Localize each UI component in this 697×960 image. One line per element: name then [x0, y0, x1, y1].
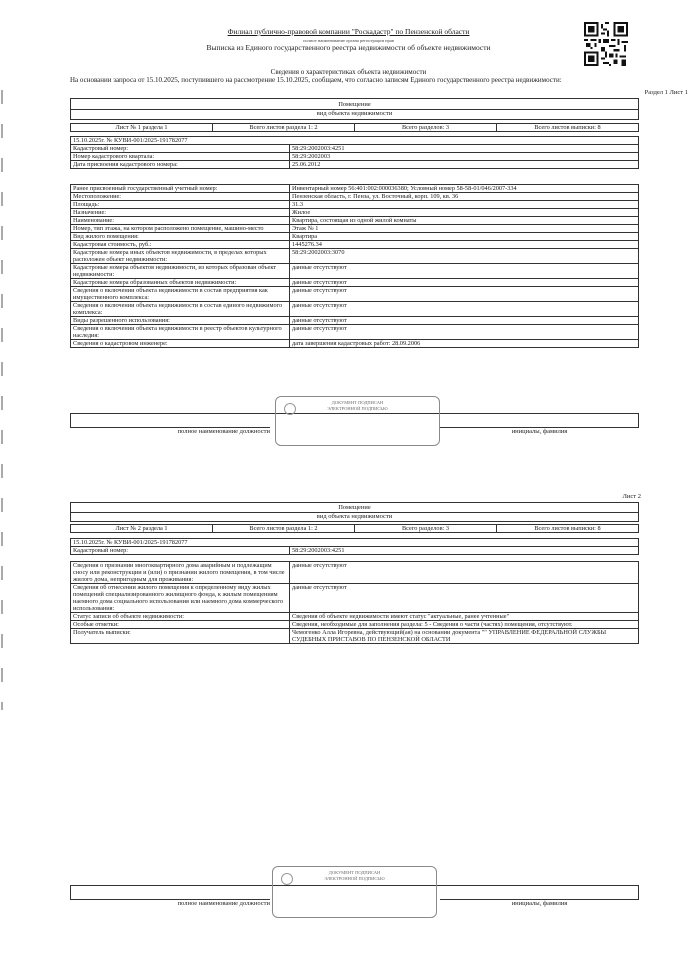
table-row: [71, 584, 639, 613]
row-label: Ранее присвоенный государственный учетный номер:: [71, 185, 290, 193]
sheet1-object-type-box: [70, 98, 639, 120]
row-value: 25.06.2012: [290, 161, 639, 169]
row-value: 58:29:2002003:3070: [290, 249, 639, 264]
row-value: Сведения, необходимые для заполнения раздела: 5 - Сведения о части (частях) помещения, отсутствуют.: [290, 621, 639, 629]
sheet1-object-type: Помещение: [71, 101, 638, 110]
org-caption: полное наименование органа регистрации прав: [303, 38, 394, 43]
table-row: [71, 233, 639, 241]
table-row: [71, 613, 639, 621]
sheet1-total-sheets: Всего листов выписки: 8: [497, 124, 639, 132]
row-value: данные отсутствуют: [290, 325, 639, 340]
row-value: данные отсутствуют: [290, 264, 639, 279]
sheet1-sign-position: полное наименование должности: [70, 427, 270, 435]
row-label: Кадастровая стоимость, руб.:: [71, 241, 290, 249]
row-value: Этаж № 1: [290, 225, 639, 233]
document-title: Выписка из Единого государственного реестра недвижимости об объекте недвижимости: [206, 43, 491, 52]
row-value: данные отсутствуют: [290, 279, 639, 287]
sheet2-total-sheets-section: Всего листов раздела 1: 2: [213, 525, 355, 533]
row-label: Номер, тип этажа, на котором расположено помещение, машино-место: [71, 225, 290, 233]
row-value: данные отсутствуют: [290, 287, 639, 302]
scan-margin-marks: [1, 90, 3, 710]
table-row: [71, 249, 639, 264]
stamp-subtitle: ЭЛЕКТРОННОЙ ПОДПИСЬЮ: [327, 405, 388, 411]
row-value: дата завершения кадастровых работ: 28.09.2006: [290, 340, 639, 348]
row-label: Площадь:: [71, 201, 290, 209]
qr-code-icon: [584, 22, 628, 66]
sheet2-object-type-caption: вид объекта недвижимости: [316, 513, 393, 520]
sheet1-page-label: Раздел 1 Лист 1: [644, 89, 688, 96]
sheet2-sign-position: полное наименование должности: [70, 899, 270, 907]
sheet2-doc-table: [70, 538, 639, 555]
row-label: Местоположение:: [71, 193, 290, 201]
row-value: данные отсутствуют: [290, 302, 639, 317]
sheet2-total-sections: Всего разделов: 3: [355, 525, 497, 533]
sheet2-object-type-box: [70, 502, 639, 522]
row-label: Сведения о включении объекта недвижимости в реестр объектов культурного наследия:: [71, 325, 290, 340]
row-label: Получатель выписки:: [71, 629, 290, 644]
stamp-title: ДОКУМЕНТ ПОДПИСАН: [328, 870, 381, 875]
stamp-subtitle: ЭЛЕКТРОННОЙ ПОДПИСЬЮ: [324, 875, 385, 881]
row-label: Сведения о включении объекта недвижимости в состав предприятия как имущественного комплекса:: [71, 287, 290, 302]
table-row: [71, 629, 639, 644]
sheet2-page-label: Лист 2: [622, 493, 641, 500]
sheet2-summary-table: [70, 524, 639, 533]
row-value: Квартира, состоящая из одной жилой комнаты: [290, 217, 639, 225]
table-row: [71, 209, 639, 217]
request-basis: На основании запроса от 15.10.2025, поступившего на рассмотрение 15.10.2025, сообщаем, что согласно записям Единого государственного реестра недвижимости:: [70, 76, 562, 84]
sheet1-total-sections: Всего разделов: 3: [355, 124, 497, 132]
row-value: Пензенская область, г. Пенза, ул. Восточный, корп. 109, кв. 36: [290, 193, 639, 201]
stamp-title: ДОКУМЕНТ ПОДПИСАН: [331, 400, 384, 405]
table-row: [71, 193, 639, 201]
row-label: Сведения о признании многоквартирного дома аварийным и подлежащим сносу или реконструкции и (или) о признании жилого помещения, в том числе жилого дома, непригодным для проживания:: [71, 562, 290, 584]
sheet1-details-table: [70, 184, 639, 348]
table-row: [71, 562, 639, 584]
sheet1-doc-number: 15.10.2025г. № КУВИ-001/2025-191782077: [71, 137, 639, 145]
sheet1-doc-table: [70, 136, 639, 169]
sheet1-sheet-no: Лист № 1 раздела 1: [71, 124, 213, 132]
table-row: [71, 241, 639, 249]
row-label: Кадастровые номера объектов недвижимости, из которых образован объект недвижимости:: [71, 264, 290, 279]
row-value: 58:29:2002003:4251: [290, 145, 639, 153]
table-row: [71, 185, 639, 193]
org-name: Филиал публично-правовой компании "Роскадастр" по Пензенской области: [227, 27, 470, 36]
emblem-icon: [281, 873, 293, 885]
sheet2-sign-name: инициалы, фамилия: [440, 899, 639, 907]
row-label: Особые отметки:: [71, 621, 290, 629]
emblem-icon: [284, 403, 296, 415]
table-row: [71, 279, 639, 287]
sheet2-doc-number: 15.10.2025г. № КУВИ-001/2025-191782077: [71, 539, 639, 547]
row-value: Жилое: [290, 209, 639, 217]
row-label: Кадастровые номера образованных объектов недвижимости:: [71, 279, 290, 287]
row-value: данные отсутствуют: [290, 584, 639, 613]
sheet1-total-sheets-section: Всего листов раздела 1: 2: [213, 124, 355, 132]
sheet2-sheet-no: Лист № 2 раздела 1: [71, 525, 213, 533]
table-row: [71, 302, 639, 317]
row-label: Номер кадастрового квартала:: [71, 153, 290, 161]
row-label: Виды разрешенного использования:: [71, 317, 290, 325]
section-title: Сведения о характеристиках объекта недвижимости: [270, 68, 427, 76]
row-value: 58:29:2002003: [290, 153, 639, 161]
table-row: [71, 287, 639, 302]
row-label: Статус записи об объекте недвижимости:: [71, 613, 290, 621]
table-row: [71, 201, 639, 209]
row-label: Кадастровый номер:: [71, 547, 290, 555]
row-label: Сведения о кадастровом инженере:: [71, 340, 290, 348]
row-label: Кадастровый номер:: [71, 145, 290, 153]
row-value: данные отсутствуют: [290, 317, 639, 325]
sheet1-sign-name: инициалы, фамилия: [440, 427, 639, 435]
row-value: Инвентарный номер 56:401:002:000036380; Условный номер 58-58-01/046/2007-334: [290, 185, 639, 193]
table-row: [71, 340, 639, 348]
sheet1-e-signature-stamp: [275, 396, 440, 446]
sheet2-e-signature-stamp: [272, 866, 437, 918]
table-row: [71, 153, 639, 161]
row-label: Назначение:: [71, 209, 290, 217]
row-value: 58:29:2002003:4251: [290, 547, 639, 555]
row-label: Дата присвоения кадастрового номера:: [71, 161, 290, 169]
row-label: Кадастровые номера иных объектов недвижимости, в пределах которых расположен объект недвижимости:: [71, 249, 290, 264]
table-row: [71, 161, 639, 169]
sheet1-summary-table: [70, 123, 639, 132]
table-row: [71, 547, 639, 555]
row-value: Сведения об объекте недвижимости имеют статус "актуальные, ранее учтенные": [290, 613, 639, 621]
sheet1-object-type-caption: вид объекта недвижимости: [316, 110, 393, 117]
sheet2-total-sheets: Всего листов выписки: 8: [497, 525, 639, 533]
table-row: [71, 264, 639, 279]
row-label: Наименование:: [71, 217, 290, 225]
table-row: [71, 145, 639, 153]
row-label: Сведения об отнесении жилого помещения к определенному виду жилых помещений специализированного жилищного фонда, к жилым помещениям наемного дома социального использования или наемного дома коммерческого использования:: [71, 584, 290, 613]
table-row: [71, 325, 639, 340]
sheet2-object-type: Помещение: [71, 504, 638, 513]
row-value: 1445276.34: [290, 241, 639, 249]
table-row: [71, 225, 639, 233]
row-label: Вид жилого помещения:: [71, 233, 290, 241]
table-row: [71, 621, 639, 629]
row-value: 31.3: [290, 201, 639, 209]
row-label: Сведения о включении объекта недвижимости в состав единого недвижимого комплекса:: [71, 302, 290, 317]
table-row: [71, 217, 639, 225]
row-value: данные отсутствуют: [290, 562, 639, 584]
sheet2-details-table: [70, 561, 639, 644]
table-row: [71, 317, 639, 325]
row-value: Чемогенко Алла Игоревна, действующий(ая) на основании документа "" УПРАВЛЕНИЕ ФЕДЕРАЛЬНОЙ СЛУЖБЫ СУДЕБНЫХ ПРИСТАВОВ ПО ПЕНЗЕНСКОЙ ОБЛАСТИ: [290, 629, 639, 644]
row-value: Квартира: [290, 233, 639, 241]
